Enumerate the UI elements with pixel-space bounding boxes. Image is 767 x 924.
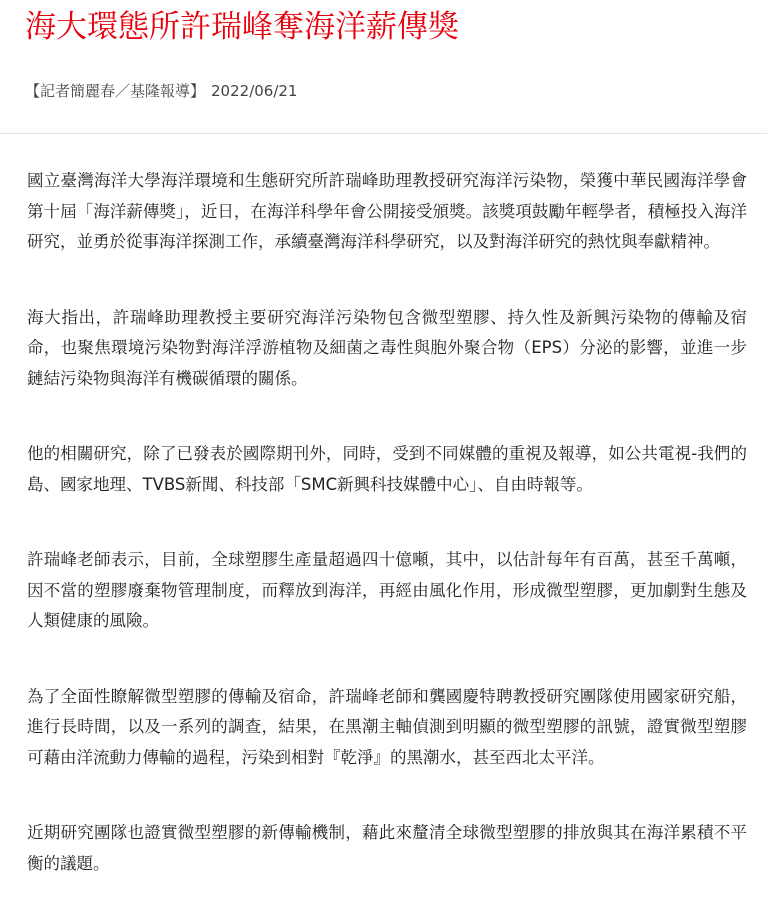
- article-paragraph: 國立臺灣海洋大學海洋環境和生態研究所許瑞峰助理教授研究海洋污染物，榮獲中華民國海洋學會第十屆「海洋薪傳獎」，近日，在海洋科學年會公開接受頒獎。該獎項鼓勵年輕學者，積極投入海洋研究，並勇於從事海洋探測工作，承續臺灣海洋科學研究，以及對海洋研究的熱忱與奉獻精神。: [27, 171, 747, 251]
- header-divider: [0, 133, 767, 134]
- article-paragraph: 海大指出，許瑞峰助理教授主要研究海洋污染物包含微型塑膠、持久性及新興污染物的傳輸及宿命，也聚焦環境污染物對海洋浮游植物及細菌之毒性與胞外聚合物（EPS）分泌的影響，並進一步鏈結污染物與海洋有機碳循環的關係。: [27, 307, 747, 388]
- article-paragraph: 為了全面性瞭解微型塑膠的傳輸及宿命，許瑞峰老師和龔國慶特聘教授研究團隊使用國家研究船，進行長時間，以及一系列的調查，結果，在黑潮主軸偵測到明顯的微型塑膠的訊號，證實微型塑膠可藉由洋流動力傳輸的過程，污染到相對『乾淨』的黑潮水，甚至西北太平洋。: [27, 686, 747, 767]
- article-paragraph: 他的相關研究，除了已發表於國際期刊外，同時，受到不同媒體的重視及報導，如公共電視-我們的島、國家地理、TVBS新聞、科技部「SMC新興科技媒體中心」、自由時報等。: [27, 444, 747, 494]
- article-byline: [25, 80, 297, 102]
- article-paragraph: 近期研究團隊也證實微型塑膠的新傳輸機制，藉此來釐清全球微型塑膠的排放與其在海洋累積不平衡的議題。: [27, 823, 747, 873]
- publish-date: 2022/06/21: [211, 82, 298, 100]
- reporter-credit: 【記者簡麗春／基隆報導】: [25, 82, 206, 100]
- article-body: [27, 166, 747, 924]
- article-paragraph: 許瑞峰老師表示，目前，全球塑膠生產量超過四十億噸，其中，以估計每年有百萬，甚至千萬噸，因不當的塑膠廢棄物管理制度，而釋放到海洋，再經由風化作用，形成微型塑膠，更加劇對生態及人類健康的風險。: [27, 550, 747, 630]
- article-title: 海大環態所許瑞峰奪海洋薪傳獎: [25, 9, 459, 45]
